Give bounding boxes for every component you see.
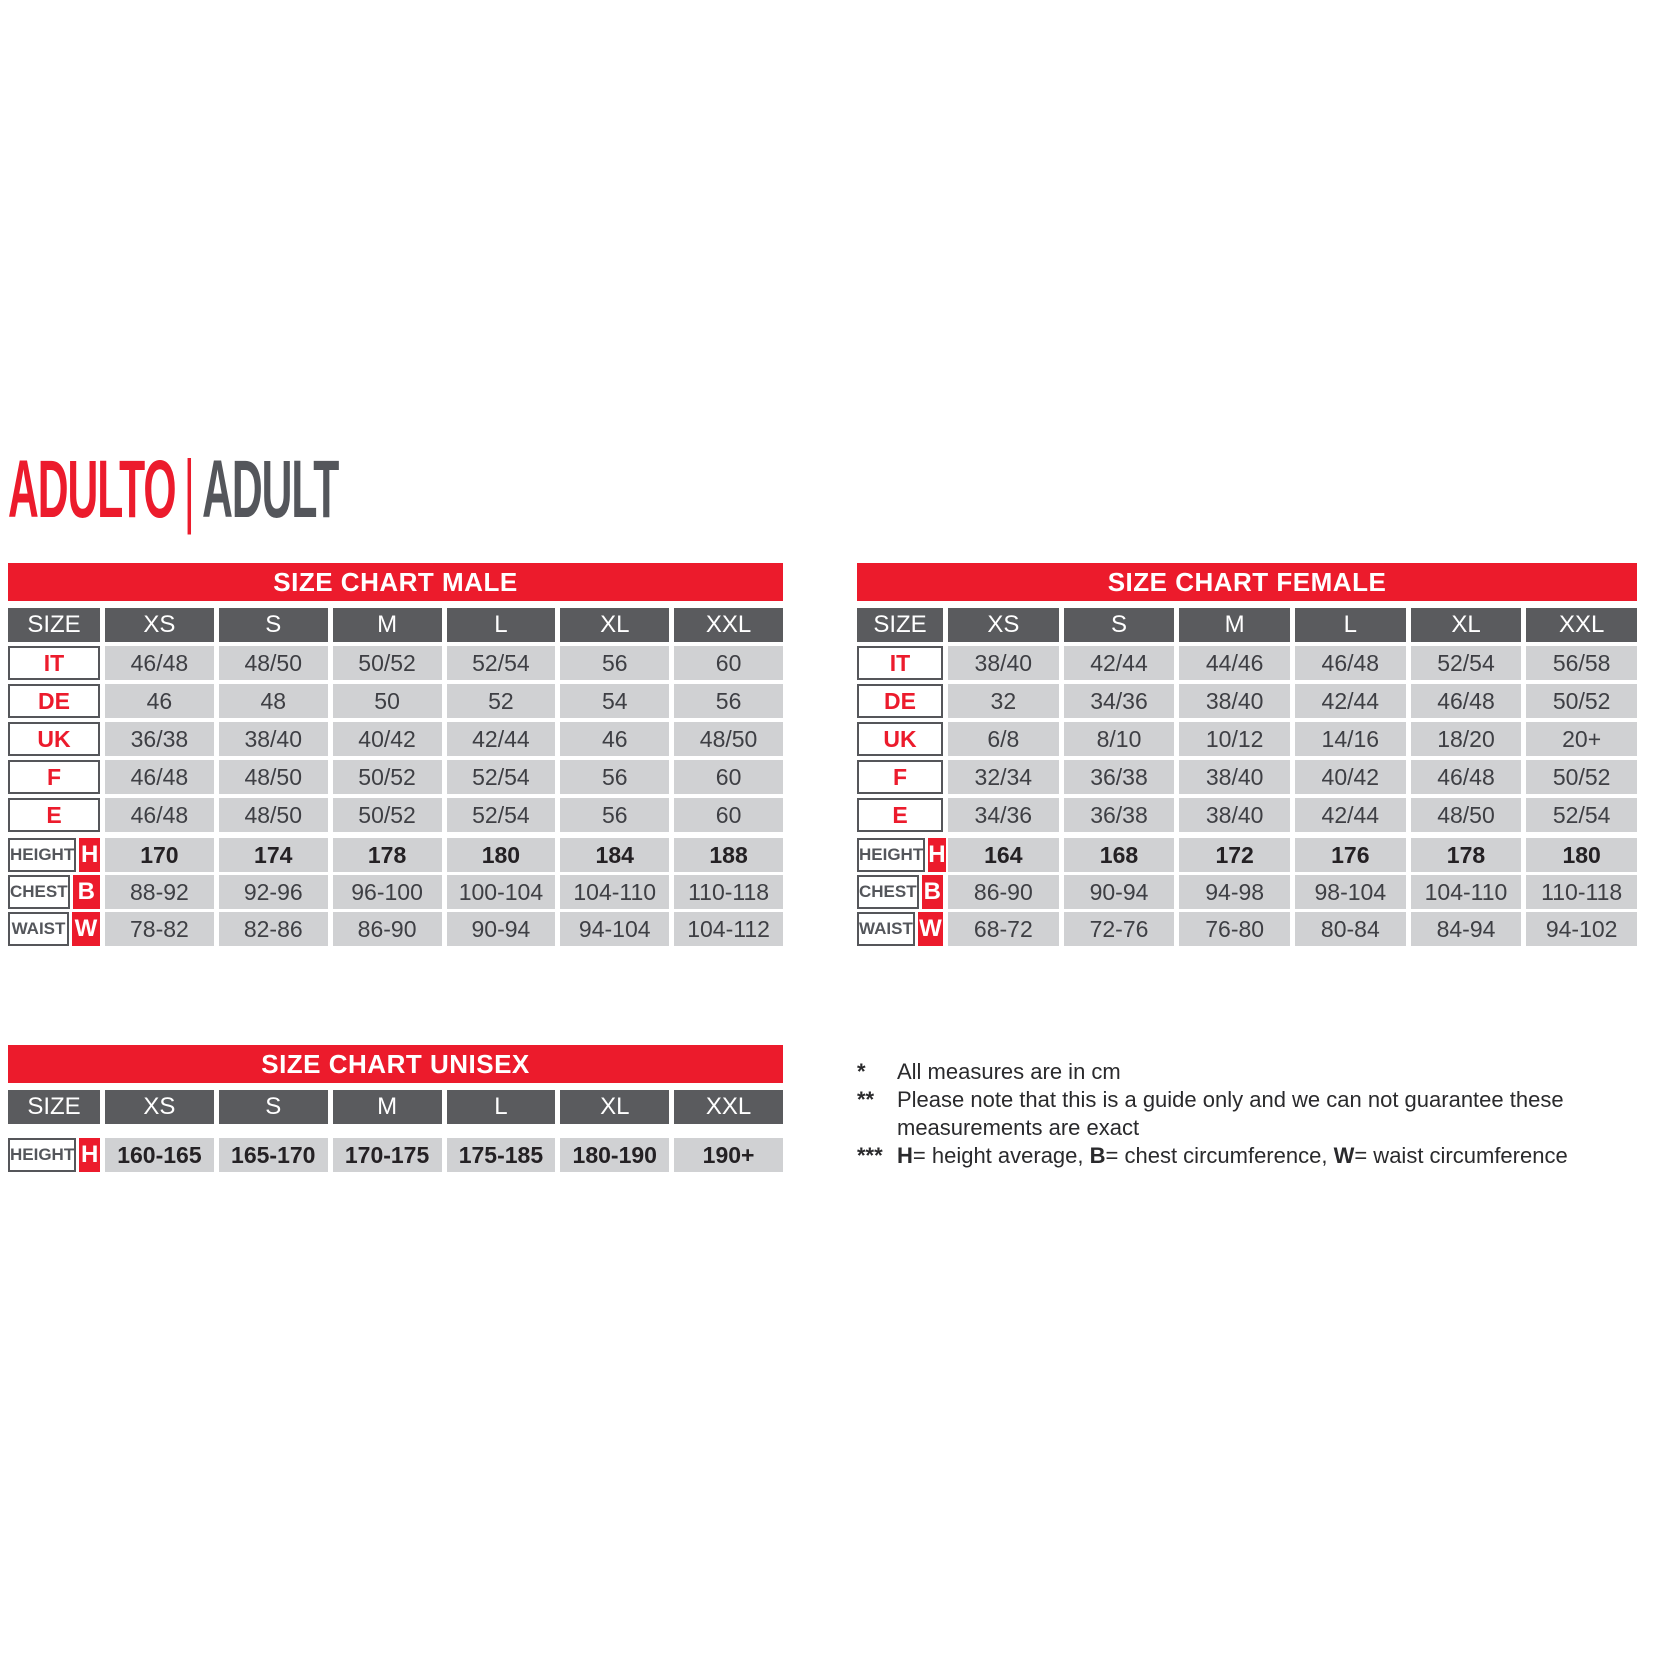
size-cell: 38/40 (1179, 798, 1290, 832)
size-column-header: XS (105, 608, 214, 642)
size-cell: 38/40 (948, 646, 1059, 680)
size-chart-male-table (8, 563, 783, 949)
size-cell: 104-112 (674, 912, 783, 946)
measurements-group (857, 838, 1637, 946)
size-cell: 90-94 (1064, 875, 1175, 909)
table-header-row (8, 1090, 783, 1124)
country-label: F (8, 760, 100, 794)
measure-badge: B (922, 875, 943, 909)
size-column-header: S (219, 1090, 328, 1124)
size-cell: 50/52 (333, 798, 442, 832)
size-cell: 8/10 (1064, 722, 1175, 756)
table-row (8, 875, 783, 909)
measure-label: HEIGHT (857, 838, 925, 872)
size-cell: 56/58 (1526, 646, 1637, 680)
table-row (8, 722, 783, 756)
size-cell: 38/40 (1179, 760, 1290, 794)
size-cell: 56 (560, 798, 669, 832)
size-column-header: XXL (674, 1090, 783, 1124)
table-title: SIZE CHART MALE (273, 566, 518, 597)
table-row (857, 838, 1637, 872)
size-cell: 94-102 (1526, 912, 1637, 946)
size-cell: 175-185 (447, 1138, 556, 1172)
size-cell: 46/48 (105, 760, 214, 794)
size-cell: 48 (219, 684, 328, 718)
size-cell: 32 (948, 684, 1059, 718)
footnote-segment: All measures are in cm (897, 1059, 1121, 1084)
size-cell: 56 (560, 646, 669, 680)
footnote (857, 1142, 1602, 1170)
size-cell: 80-84 (1295, 912, 1406, 946)
size-column-header: SIZE (8, 1090, 100, 1124)
size-column-header: S (219, 608, 328, 642)
measure-label: CHEST (8, 875, 70, 909)
size-cell: 48/50 (219, 760, 328, 794)
size-cell: 72-76 (1064, 912, 1175, 946)
measure-badge: H (79, 838, 100, 872)
size-column-header: XL (560, 608, 669, 642)
table-row (857, 875, 1637, 909)
size-cell: 110-118 (1526, 875, 1637, 909)
footnote-marker: * (857, 1059, 866, 1084)
footnote-segment: W (1333, 1143, 1355, 1168)
size-cell: 48/50 (1411, 798, 1522, 832)
size-cell: 164 (948, 838, 1059, 872)
size-cell: 180-190 (560, 1138, 669, 1172)
measure-label-group (8, 912, 100, 946)
table-title-bar (857, 563, 1637, 601)
size-cell: 52/54 (447, 798, 556, 832)
size-cell: 78-82 (105, 912, 214, 946)
size-cell: 46/48 (105, 798, 214, 832)
size-cell: 14/16 (1295, 722, 1406, 756)
measurements-group (8, 1138, 783, 1172)
measure-label-group (857, 912, 943, 946)
size-cell: 110-118 (674, 875, 783, 909)
size-cell: 190+ (674, 1138, 783, 1172)
size-cell: 88-92 (105, 875, 214, 909)
footnote-text (897, 1086, 1602, 1142)
size-cell: 50 (333, 684, 442, 718)
size-cell: 76-80 (1179, 912, 1290, 946)
size-cell: 52/54 (1526, 798, 1637, 832)
size-cell: 52/54 (447, 760, 556, 794)
size-cell: 178 (1411, 838, 1522, 872)
size-cell: 174 (219, 838, 328, 872)
size-column-header: XL (1411, 608, 1522, 642)
footnote-marker: *** (857, 1143, 883, 1168)
size-chart-female-table (857, 563, 1637, 949)
size-cell: 90-94 (447, 912, 556, 946)
size-cell: 46 (105, 684, 214, 718)
table-row (8, 1138, 783, 1172)
size-cell: 178 (333, 838, 442, 872)
table-row (8, 838, 783, 872)
table-header-row (857, 608, 1637, 642)
size-cell: 50/52 (1526, 760, 1637, 794)
size-cell: 46/48 (1411, 684, 1522, 718)
table-row (8, 798, 783, 832)
size-cell: 98-104 (1295, 875, 1406, 909)
measure-label-group (857, 875, 943, 909)
size-cell: 38/40 (1179, 684, 1290, 718)
size-cell: 42/44 (1064, 646, 1175, 680)
size-column-header: L (447, 608, 556, 642)
table-header-row (8, 608, 783, 642)
page-title-separator: | (183, 444, 194, 535)
country-label: DE (857, 684, 943, 718)
size-cell: 165-170 (219, 1138, 328, 1172)
page-title (8, 444, 339, 535)
measure-label-group (8, 875, 100, 909)
size-cell: 104-110 (560, 875, 669, 909)
footnote-segment: = waist circumference (1354, 1143, 1568, 1168)
size-cell: 104-110 (1411, 875, 1522, 909)
table-title-bar (8, 563, 783, 601)
size-cell: 38/40 (219, 722, 328, 756)
size-column-header: L (447, 1090, 556, 1124)
measure-label: HEIGHT (8, 1138, 76, 1172)
table-title: SIZE CHART UNISEX (261, 1048, 530, 1079)
size-cell: 172 (1179, 838, 1290, 872)
size-cell: 188 (674, 838, 783, 872)
page-title-secondary: ADULT (202, 444, 339, 535)
footnote-segment: B (1089, 1143, 1106, 1168)
size-cell: 60 (674, 646, 783, 680)
measure-label: WAIST (857, 912, 915, 946)
country-label: E (857, 798, 943, 832)
measure-badge: B (73, 875, 100, 909)
table-row (857, 646, 1637, 680)
table-row (857, 722, 1637, 756)
size-cell: 46/48 (1295, 646, 1406, 680)
size-cell: 48/50 (219, 646, 328, 680)
footnote-text (897, 1142, 1602, 1170)
size-cell: 46/48 (1411, 760, 1522, 794)
size-column-header: XL (560, 1090, 669, 1124)
size-cell: 42/44 (1295, 798, 1406, 832)
size-cell: 160-165 (105, 1138, 214, 1172)
table-title-bar (8, 1045, 783, 1083)
size-cell: 32/34 (948, 760, 1059, 794)
size-cell: 46 (560, 722, 669, 756)
size-cell: 86-90 (948, 875, 1059, 909)
size-cell: 94-98 (1179, 875, 1290, 909)
footnote-segment: = chest circumference, (1105, 1143, 1334, 1168)
size-cell: 34/36 (948, 798, 1059, 832)
size-cell: 36/38 (105, 722, 214, 756)
size-column-header: M (1179, 608, 1290, 642)
country-label: UK (8, 722, 100, 756)
size-column-header: XS (105, 1090, 214, 1124)
size-column-header: SIZE (857, 608, 943, 642)
size-cell: 42/44 (1295, 684, 1406, 718)
measure-badge: H (79, 1138, 100, 1172)
table-row (8, 646, 783, 680)
size-cell: 36/38 (1064, 798, 1175, 832)
size-cell: 56 (560, 760, 669, 794)
size-column-header: XXL (1526, 608, 1637, 642)
table-row (8, 912, 783, 946)
measure-badge: H (928, 838, 945, 872)
size-cell: 176 (1295, 838, 1406, 872)
size-cell: 46/48 (105, 646, 214, 680)
measure-badge: W (72, 912, 100, 946)
size-cell: 184 (560, 838, 669, 872)
size-cell: 84-94 (1411, 912, 1522, 946)
country-label: E (8, 798, 100, 832)
measure-badge: W (918, 912, 943, 946)
footnotes-block (857, 1058, 1602, 1170)
size-cell: 48/50 (219, 798, 328, 832)
size-cell: 50/52 (333, 646, 442, 680)
size-cell: 52 (447, 684, 556, 718)
size-cell: 20+ (1526, 722, 1637, 756)
measure-label: HEIGHT (8, 838, 76, 872)
size-cell: 18/20 (1411, 722, 1522, 756)
size-cell: 40/42 (1295, 760, 1406, 794)
size-cell: 40/42 (333, 722, 442, 756)
size-cell: 96-100 (333, 875, 442, 909)
measure-label-group (857, 838, 946, 872)
country-label: IT (8, 646, 100, 680)
size-cell: 60 (674, 760, 783, 794)
page-title-primary: ADULTO (8, 444, 176, 535)
size-cell: 168 (1064, 838, 1175, 872)
footnote-text (897, 1058, 1602, 1086)
size-cell: 50/52 (333, 760, 442, 794)
footnote-segment: H (897, 1143, 913, 1168)
size-column-header: M (333, 1090, 442, 1124)
footnote-segment: Please note that this is a guide only and we can not guarantee these measurements are exact (897, 1087, 1564, 1140)
size-cell: 180 (1526, 838, 1637, 872)
table-row (857, 760, 1637, 794)
footnote (857, 1086, 1602, 1142)
size-column-header: M (333, 608, 442, 642)
table-row (857, 912, 1637, 946)
size-cell: 34/36 (1064, 684, 1175, 718)
size-column-header: XS (948, 608, 1059, 642)
size-cell: 180 (447, 838, 556, 872)
table-row (857, 684, 1637, 718)
size-cell: 36/38 (1064, 760, 1175, 794)
country-label: F (857, 760, 943, 794)
size-cell: 92-96 (219, 875, 328, 909)
size-cell: 54 (560, 684, 669, 718)
size-cell: 68-72 (948, 912, 1059, 946)
size-cell: 52/54 (447, 646, 556, 680)
measurements-group (8, 838, 783, 946)
country-label: DE (8, 684, 100, 718)
size-cell: 42/44 (447, 722, 556, 756)
size-cell: 94-104 (560, 912, 669, 946)
size-cell: 6/8 (948, 722, 1059, 756)
size-cell: 56 (674, 684, 783, 718)
table-row (8, 760, 783, 794)
size-chart-unisex-table (8, 1045, 783, 1175)
measure-label: CHEST (857, 875, 919, 909)
size-cell: 52/54 (1411, 646, 1522, 680)
size-cell: 48/50 (674, 722, 783, 756)
size-cell: 170-175 (333, 1138, 442, 1172)
measure-label-group (8, 838, 100, 872)
country-label: IT (857, 646, 943, 680)
size-column-header: XXL (674, 608, 783, 642)
size-cell: 50/52 (1526, 684, 1637, 718)
size-column-header: SIZE (8, 608, 100, 642)
size-cell: 86-90 (333, 912, 442, 946)
size-cell: 100-104 (447, 875, 556, 909)
table-row (857, 798, 1637, 832)
measure-label: WAIST (8, 912, 69, 946)
table-row (8, 684, 783, 718)
size-cell: 10/12 (1179, 722, 1290, 756)
size-cell: 82-86 (219, 912, 328, 946)
footnote (857, 1058, 1602, 1086)
size-column-header: S (1064, 608, 1175, 642)
size-cell: 44/46 (1179, 646, 1290, 680)
country-label: UK (857, 722, 943, 756)
footnote-segment: = height average, (912, 1143, 1090, 1168)
table-title: SIZE CHART FEMALE (1107, 566, 1387, 597)
size-column-header: L (1295, 608, 1406, 642)
size-cell: 60 (674, 798, 783, 832)
footnote-marker: ** (857, 1087, 875, 1112)
measure-label-group (8, 1138, 100, 1172)
size-cell: 170 (105, 838, 214, 872)
